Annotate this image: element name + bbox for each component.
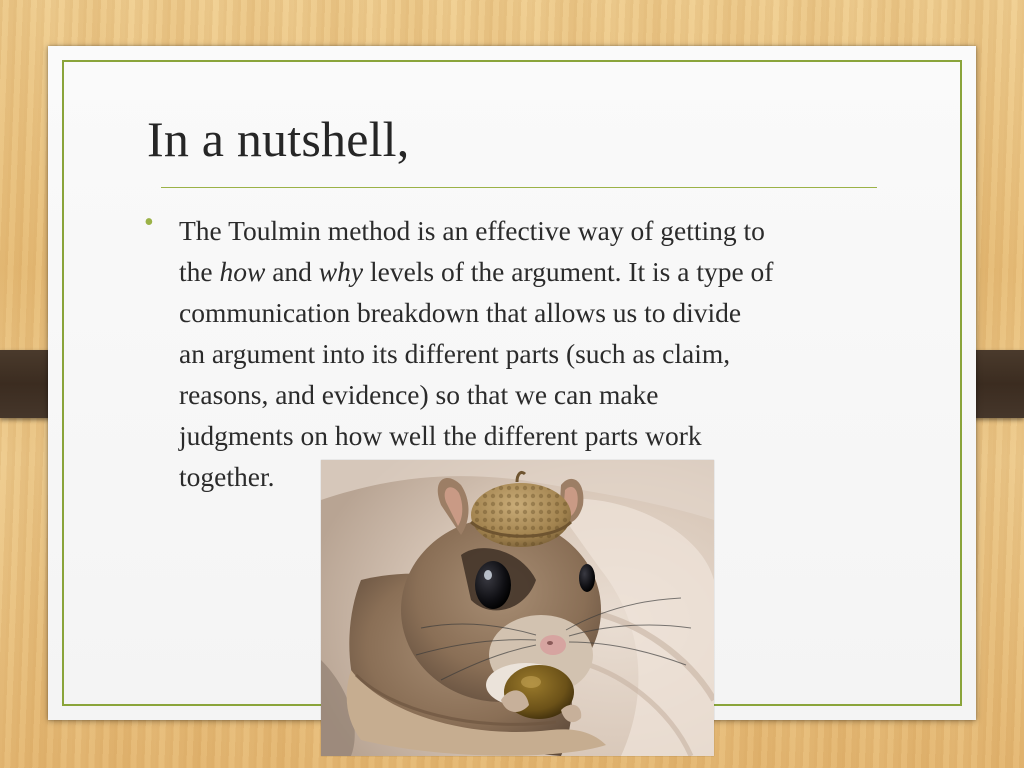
bullet-marker: • [144,207,154,238]
emphasis-why: why [318,256,364,287]
body-text-fragment: levels of the argument. It is a type of [363,256,774,287]
body-line-5: reasons, and evidence) so that we can make [179,379,659,410]
emphasis-how: how [219,256,266,287]
body-line-6: judgments on how well the different parts work [179,420,702,451]
body-line-4: an argument into its different parts (such as claim, [179,338,731,369]
body-line-2 [179,251,899,292]
body-line-3: communication breakdown that allows us to divide [179,297,742,328]
body-line-1: The Toulmin method is an effective way of getting to [179,215,765,246]
squirrel-photo [321,460,714,756]
body-text-fragment: and [265,256,319,287]
body-line-7: together. [179,461,275,492]
bullet-paragraph [179,210,899,497]
slide-title: In a nutshell, [147,111,410,167]
body-text-fragment: the [179,256,220,287]
title-divider [161,187,877,188]
